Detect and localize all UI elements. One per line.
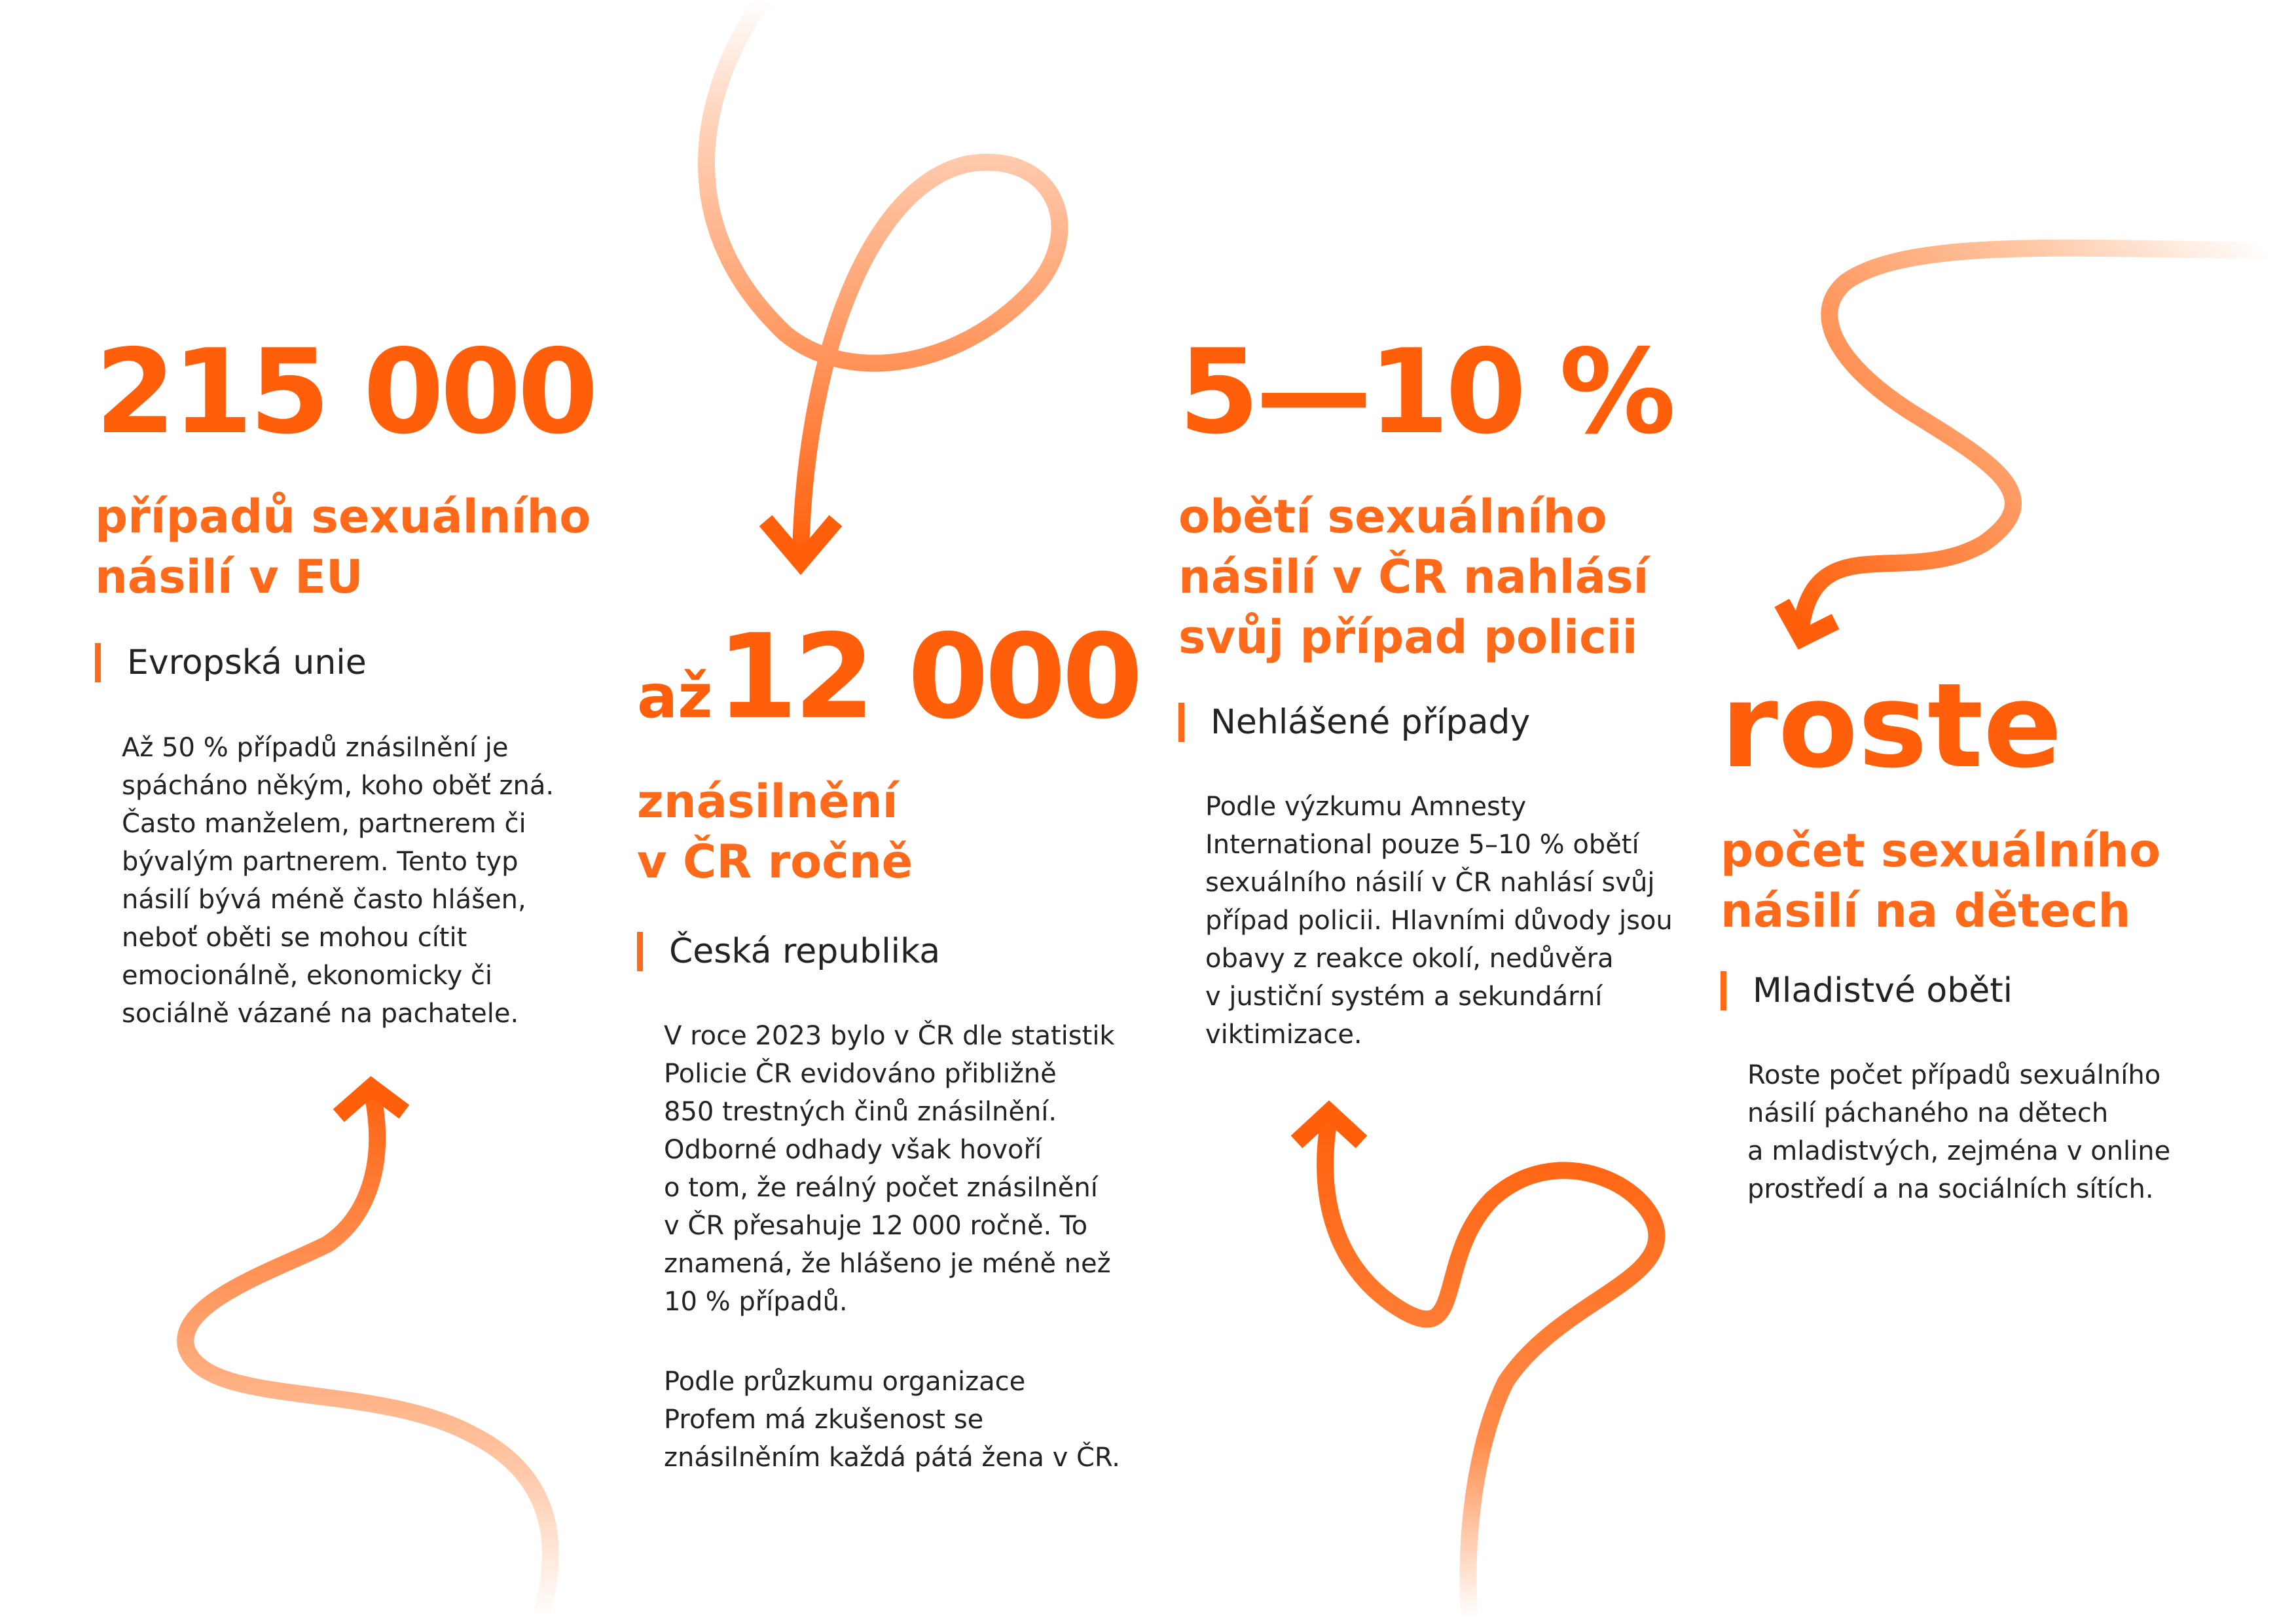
stat-subtitle-line: v ČR ročně: [637, 835, 913, 889]
stat-subtitle-line: obětí sexuálního: [1178, 490, 1607, 544]
squiggle-arrow-icon: [1786, 248, 2265, 638]
body-line: neboť oběti se mohou cítit: [122, 923, 467, 953]
stat-cz: [637, 609, 1139, 892]
body-line: spácháno někým, koho oběť zná.: [122, 771, 555, 801]
stat-label: Česká republika: [637, 932, 940, 971]
body-line: 850 trestných činů znásilnění.: [664, 1097, 1057, 1127]
body-line: Podle výzkumu Amnesty: [1205, 792, 1527, 822]
stat-body: [122, 729, 554, 1033]
body-line: a mladistvých, zejména v online: [1747, 1136, 2171, 1166]
body-line: viktimizace.: [1205, 1020, 1362, 1050]
body-spacer: [664, 1321, 1120, 1363]
stat-subtitle-line: svůj případ policii: [1178, 610, 1638, 664]
squiggle-arrow-icon: [185, 1087, 551, 1617]
stat-subtitle-line: počet sexuálního: [1721, 824, 2161, 877]
body-line: násilí bývá méně často hlášen,: [122, 885, 526, 915]
stat-subtitle-line: násilí v ČR nahlásí: [1178, 550, 1649, 604]
body-line: prostředí a na sociálních sítích.: [1747, 1174, 2154, 1204]
body-line: International pouze 5–10 % obětí: [1205, 830, 1639, 860]
stat-number-value: 12 000: [716, 609, 1139, 745]
squiggle-arrow-icon: [706, 0, 1060, 562]
body-line: Často manželem, partnerem či: [122, 809, 526, 839]
body-line: sociálně vázané na pachatele.: [122, 999, 519, 1029]
squiggle-arrow-icon: [1303, 1112, 1656, 1617]
body-line: v ČR přesahuje 12 000 ročně. To: [664, 1211, 1088, 1241]
body-line: o tom, že reálný počet znásilnění: [664, 1173, 1098, 1203]
body-line: Odborné odhady však hovoří: [664, 1135, 1042, 1165]
body-line: obavy z reakce okolí, nedůvěra: [1205, 944, 1614, 974]
stat-body: [1747, 1056, 2170, 1208]
body-line: emocionálně, ekonomicky či: [122, 961, 492, 991]
body-line: bývalým partnerem. Tento typ: [122, 847, 519, 877]
stat-body: [664, 1017, 1120, 1477]
body-line: sexuálního násilí v ČR nahlásí svůj: [1205, 868, 1655, 898]
stat-body: [1205, 788, 1673, 1054]
stat-label: Nehlášené případy: [1178, 703, 1530, 742]
stat-label: Mladistvé oběti: [1721, 971, 2013, 1010]
body-line: znamená, že hlášeno je méně než: [664, 1249, 1111, 1279]
stat-number: roste: [1721, 658, 2062, 794]
stat-number: [637, 609, 1139, 745]
stat-number: 215 000: [95, 324, 595, 460]
body-line: V roce 2023 bylo v ČR dle statistik: [664, 1021, 1115, 1051]
body-line: násilí páchaného na dětech: [1747, 1098, 2109, 1128]
body-line: Až 50 % případů znásilnění je: [122, 733, 509, 763]
stat-subtitle-line: případů sexuálního: [95, 490, 591, 544]
body-line: Profem má zkušenost se: [664, 1405, 984, 1435]
body-line: případ policii. Hlavními důvody jsou: [1205, 906, 1673, 936]
stat-children: [1721, 658, 2161, 941]
body-line: znásilněním každá pátá žena v ČR.: [664, 1443, 1121, 1473]
stat-label: Evropská unie: [95, 643, 367, 682]
stat-eu: [95, 324, 595, 607]
body-line: 10 % případů.: [664, 1287, 848, 1317]
body-line: v justiční systém a sekundární: [1205, 982, 1603, 1012]
body-line: Podle průzkumu organizace: [664, 1367, 1026, 1397]
stat-number: 5—10 %: [1178, 324, 1672, 460]
body-line: Policie ČR evidováno přibližně: [664, 1059, 1057, 1089]
stat-subtitle-line: znásilnění: [637, 775, 898, 828]
stat-subtitle-line: násilí v EU: [95, 550, 363, 604]
stat-unreported: [1178, 324, 1672, 667]
body-line: Roste počet případů sexuálního: [1747, 1060, 2161, 1090]
stat-prefix: až: [637, 661, 713, 731]
stat-subtitle-line: násilí na dětech: [1721, 884, 2131, 938]
